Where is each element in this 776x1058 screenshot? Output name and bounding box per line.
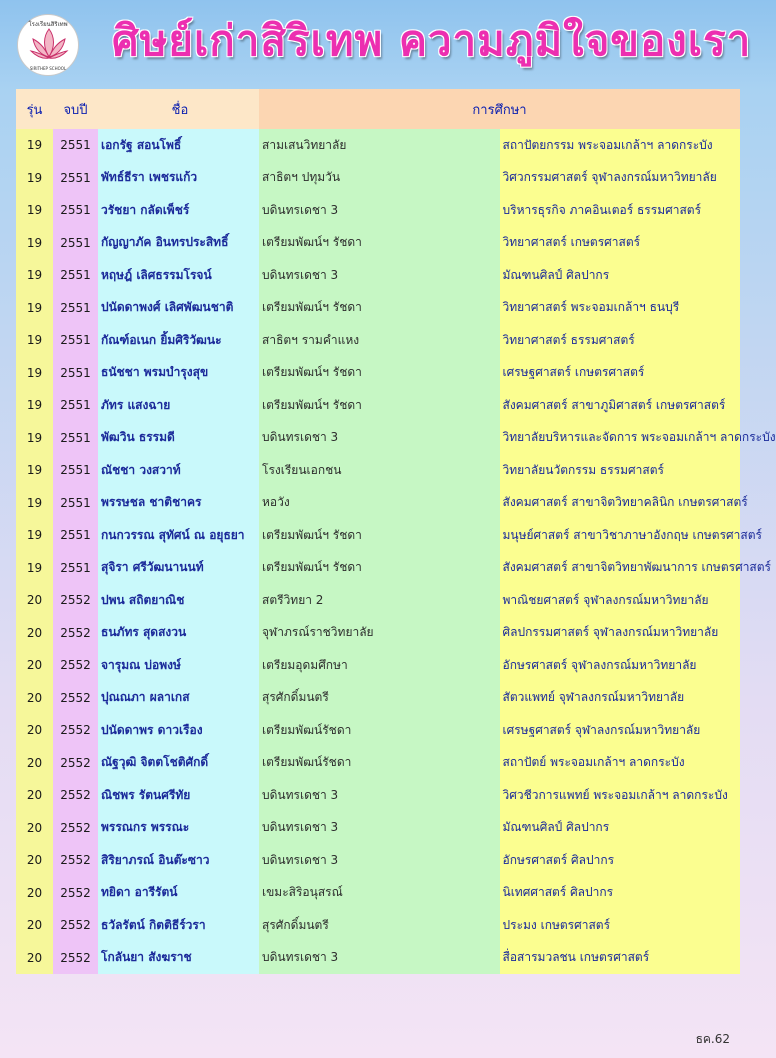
- page-title: ศิษย์เก่าสิริเทพ ความภูมิใจของเรา: [112, 16, 752, 65]
- previous-school-cell: บดินทรเดชา 3: [259, 779, 500, 812]
- previous-school-cell: บดินทรเดชา 3: [259, 812, 500, 845]
- education-cell: มนุษย์ศาสตร์ สาขาวิชาภาษาอังกฤษ เกษตรศาสตร์: [500, 519, 741, 552]
- table-row: [16, 162, 740, 195]
- lotus-icon: [29, 27, 69, 65]
- table-row: [16, 454, 740, 487]
- previous-school-cell: สามเสนวิทยาลัย: [259, 129, 500, 162]
- education-cell: สถาปัตยกรรม พระจอมเกล้าฯ ลาดกระบัง: [500, 129, 741, 162]
- generation-cell: 20: [16, 812, 53, 845]
- table-row: [16, 747, 740, 780]
- table-row: [16, 292, 740, 325]
- alumni-table: [16, 89, 776, 974]
- graduation-year-cell: 2552: [53, 812, 98, 845]
- table-row: [16, 129, 740, 162]
- previous-school-cell: สาธิตฯ รามคำแหง: [259, 324, 500, 357]
- previous-school-cell: สตรีวิทยา 2: [259, 584, 500, 617]
- previous-school-cell: บดินทรเดชา 3: [259, 194, 500, 227]
- previous-school-cell: เตรียมพัฒน์ฯ รัชดา: [259, 357, 500, 390]
- previous-school-cell: หอวัง: [259, 487, 500, 520]
- school-logo: [17, 14, 79, 76]
- generation-cell: 19: [16, 357, 53, 390]
- education-cell: วิศวชีวการแพทย์ พระจอมเกล้าฯ ลาดกระบัง: [500, 779, 741, 812]
- graduation-year-cell: 2551: [53, 194, 98, 227]
- graduation-year-cell: 2552: [53, 877, 98, 910]
- name-cell: ทยิดา อารีรัตน์: [98, 877, 259, 910]
- generation-cell: 20: [16, 877, 53, 910]
- name-cell: ภัทร แสงฉาย: [98, 389, 259, 422]
- name-cell: ณิชพร รัตนศรีทัย: [98, 779, 259, 812]
- education-cell: สังคมศาสตร์ สาขาจิตวิทยาพัฒนาการ เกษตรศาสตร์: [500, 552, 741, 585]
- generation-cell: 20: [16, 942, 53, 975]
- table-row: [16, 422, 740, 455]
- education-cell: สื่อสารมวลชน เกษตรศาสตร์: [500, 942, 741, 975]
- education-cell: วิทยาศาสตร์ พระจอมเกล้าฯ ธนบุรี: [500, 292, 741, 325]
- table-row: [16, 357, 740, 390]
- education-cell: วิทยาลัยนวัตกรรม ธรรมศาสตร์: [500, 454, 741, 487]
- education-cell: มัณฑนศิลป์ ศิลปากร: [500, 259, 741, 292]
- graduation-year-cell: 2551: [53, 292, 98, 325]
- column-header-name: ชื่อ: [98, 89, 259, 129]
- column-header-generation: รุ่น: [16, 89, 53, 129]
- table-row: [16, 682, 740, 715]
- table-row: [16, 779, 740, 812]
- generation-cell: 19: [16, 389, 53, 422]
- graduation-year-cell: 2551: [53, 519, 98, 552]
- name-cell: กนกวรรณ สุทัศน์ ณ อยุธยา: [98, 519, 259, 552]
- education-cell: บริหารธุรกิจ ภาคอินเตอร์ ธรรมศาสตร์: [500, 194, 741, 227]
- graduation-year-cell: 2551: [53, 487, 98, 520]
- generation-cell: 20: [16, 844, 53, 877]
- table-row: [16, 714, 740, 747]
- generation-cell: 19: [16, 552, 53, 585]
- generation-cell: 19: [16, 324, 53, 357]
- previous-school-cell: สุรศักดิ์มนตรี: [259, 682, 500, 715]
- previous-school-cell: สุรศักดิ์มนตรี: [259, 909, 500, 942]
- name-cell: ปนัดดาพงศ์ เลิศพัฒนชาติ: [98, 292, 259, 325]
- graduation-year-cell: 2552: [53, 844, 98, 877]
- education-cell: วิทยาศาสตร์ ธรรมศาสตร์: [500, 324, 741, 357]
- name-cell: ณัฐวุฒิ จิตตโชติศักดิ์: [98, 747, 259, 780]
- page-code: ธค.62: [695, 1032, 730, 1046]
- name-cell: ปนัดดาพร ดาวเรือง: [98, 714, 259, 747]
- name-cell: จารุมณ บ่อพงษ์: [98, 649, 259, 682]
- education-cell: สังคมศาสตร์ สาขาจิตวิทยาคลินิก เกษตรศาสตร์: [500, 487, 741, 520]
- generation-cell: 19: [16, 129, 53, 162]
- graduation-year-cell: 2551: [53, 422, 98, 455]
- previous-school-cell: เตรียมพัฒน์ฯ รัชดา: [259, 519, 500, 552]
- generation-cell: 19: [16, 454, 53, 487]
- generation-cell: 20: [16, 714, 53, 747]
- generation-cell: 19: [16, 259, 53, 292]
- previous-school-cell: เขมะสิริอนุสรณ์: [259, 877, 500, 910]
- education-cell: เศรษฐศาสตร์ จุฬาลงกรณ์มหาวิทยาลัย: [500, 714, 741, 747]
- graduation-year-cell: 2551: [53, 129, 98, 162]
- table-row: [16, 649, 740, 682]
- previous-school-cell: เตรียมพัฒน์รัชดา: [259, 714, 500, 747]
- name-cell: สุจิรา ศรีวัฒนานนท์: [98, 552, 259, 585]
- name-cell: พัทธ์ธีรา เพชรแก้ว: [98, 162, 259, 195]
- graduation-year-cell: 2552: [53, 779, 98, 812]
- generation-cell: 20: [16, 747, 53, 780]
- previous-school-cell: เตรียมอุดมศึกษา: [259, 649, 500, 682]
- graduation-year-cell: 2552: [53, 714, 98, 747]
- previous-school-cell: เตรียมพัฒน์ฯ รัชดา: [259, 227, 500, 260]
- graduation-year-cell: 2552: [53, 909, 98, 942]
- generation-cell: 19: [16, 227, 53, 260]
- table-row: [16, 877, 740, 910]
- education-cell: เศรษฐศาสตร์ เกษตรศาสตร์: [500, 357, 741, 390]
- table-header-row: [16, 89, 740, 129]
- previous-school-cell: บดินทรเดชา 3: [259, 259, 500, 292]
- graduation-year-cell: 2551: [53, 227, 98, 260]
- generation-cell: 19: [16, 422, 53, 455]
- education-cell: วิศวกรรมศาสตร์ จุฬาลงกรณ์มหาวิทยาลัย: [500, 162, 741, 195]
- name-cell: ธนัชชา พรมบำรุงสุข: [98, 357, 259, 390]
- name-cell: พรรณกร พรรณะ: [98, 812, 259, 845]
- table-row: [16, 617, 740, 650]
- previous-school-cell: บดินทรเดชา 3: [259, 844, 500, 877]
- graduation-year-cell: 2551: [53, 389, 98, 422]
- graduation-year-cell: 2551: [53, 357, 98, 390]
- generation-cell: 20: [16, 779, 53, 812]
- table-row: [16, 909, 740, 942]
- previous-school-cell: บดินทรเดชา 3: [259, 942, 500, 975]
- name-cell: ปุณณภา ผลาเกส: [98, 682, 259, 715]
- column-header-graduation-year: จบปี: [53, 89, 98, 129]
- table-row: [16, 487, 740, 520]
- table-row: [16, 227, 740, 260]
- graduation-year-cell: 2552: [53, 649, 98, 682]
- generation-cell: 19: [16, 519, 53, 552]
- name-cell: ธนภัทร สุดสงวน: [98, 617, 259, 650]
- name-cell: กัณฑ์อเนก ยิ้มศิริวัฒนะ: [98, 324, 259, 357]
- table-row: [16, 812, 740, 845]
- generation-cell: 19: [16, 292, 53, 325]
- generation-cell: 20: [16, 909, 53, 942]
- column-header-education: การศึกษา: [259, 89, 740, 129]
- education-cell: วิทยาลัยบริหารและจัดการ พระจอมเกล้าฯ ลาดกระบัง: [500, 422, 741, 455]
- education-cell: ศิลปกรรมศาสตร์ จุฬาลงกรณ์มหาวิทยาลัย: [500, 617, 741, 650]
- table-row: [16, 389, 740, 422]
- education-cell: สถาปัตย์ พระจอมเกล้าฯ ลาดกระบัง: [500, 747, 741, 780]
- education-cell: สังคมศาสตร์ สาขาภูมิศาสตร์ เกษตรศาสตร์: [500, 389, 741, 422]
- previous-school-cell: โรงเรียนเอกชน: [259, 454, 500, 487]
- table-row: [16, 324, 740, 357]
- graduation-year-cell: 2552: [53, 747, 98, 780]
- table-row: [16, 519, 740, 552]
- name-cell: ณัชชา วงสวาท์: [98, 454, 259, 487]
- education-cell: พาณิชยศาสตร์ จุฬาลงกรณ์มหาวิทยาลัย: [500, 584, 741, 617]
- education-cell: อักษรศาสตร์ ศิลปากร: [500, 844, 741, 877]
- name-cell: ธวัลรัตน์ กิตติธีร์วรา: [98, 909, 259, 942]
- graduation-year-cell: 2552: [53, 942, 98, 975]
- table-row: [16, 942, 740, 975]
- generation-cell: 19: [16, 487, 53, 520]
- table-row: [16, 844, 740, 877]
- name-cell: โกลันยา สังฆราช: [98, 942, 259, 975]
- education-cell: วิทยาศาสตร์ เกษตรศาสตร์: [500, 227, 741, 260]
- previous-school-cell: เตรียมพัฒน์ฯ รัชดา: [259, 552, 500, 585]
- graduation-year-cell: 2552: [53, 617, 98, 650]
- previous-school-cell: เตรียมพัฒน์ฯ รัชดา: [259, 389, 500, 422]
- table-row: [16, 584, 740, 617]
- table-row: [16, 259, 740, 292]
- page-header: [0, 0, 756, 88]
- graduation-year-cell: 2551: [53, 259, 98, 292]
- logo-text-bottom: SIRITHEP SCHOOL: [29, 66, 67, 71]
- name-cell: เอกรัฐ สอนโพธิ์: [98, 129, 259, 162]
- education-cell: อักษรศาสตร์ จุฬาลงกรณ์มหาวิทยาลัย: [500, 649, 741, 682]
- generation-cell: 19: [16, 194, 53, 227]
- graduation-year-cell: 2551: [53, 454, 98, 487]
- education-cell: ประมง เกษตรศาสตร์: [500, 909, 741, 942]
- name-cell: สิริยาภรณ์ อินต๊ะซาว: [98, 844, 259, 877]
- generation-cell: 20: [16, 617, 53, 650]
- graduation-year-cell: 2551: [53, 162, 98, 195]
- graduation-year-cell: 2552: [53, 584, 98, 617]
- previous-school-cell: สาธิตฯ ปทุมวัน: [259, 162, 500, 195]
- previous-school-cell: เตรียมพัฒน์ฯ รัชดา: [259, 292, 500, 325]
- name-cell: วรัชยา กลัดเพ็ชร์: [98, 194, 259, 227]
- name-cell: หฤษฎ์ เลิศธรรมโรจน์: [98, 259, 259, 292]
- education-cell: สัตวแพทย์ จุฬาลงกรณ์มหาวิทยาลัย: [500, 682, 741, 715]
- name-cell: พัฒวิน ธรรมดี: [98, 422, 259, 455]
- previous-school-cell: จุฬาภรณ์ราชวิทยาลัย: [259, 617, 500, 650]
- education-cell: มัณฑนศิลป์ ศิลปากร: [500, 812, 741, 845]
- graduation-year-cell: 2551: [53, 324, 98, 357]
- table-row: [16, 552, 740, 585]
- graduation-year-cell: 2551: [53, 552, 98, 585]
- education-cell: นิเทศศาสตร์ ศิลปากร: [500, 877, 741, 910]
- name-cell: กัญญาภัค อินทรประสิทธิ์: [98, 227, 259, 260]
- name-cell: ปพน สถิตยาณิช: [98, 584, 259, 617]
- logo-text-top: โรงเรียนสิริเทพ: [28, 21, 68, 28]
- table-body: [16, 129, 776, 974]
- previous-school-cell: บดินทรเดชา 3: [259, 422, 500, 455]
- previous-school-cell: เตรียมพัฒน์รัชดา: [259, 747, 500, 780]
- graduation-year-cell: 2552: [53, 682, 98, 715]
- generation-cell: 19: [16, 162, 53, 195]
- generation-cell: 20: [16, 649, 53, 682]
- name-cell: พรรษชล ชาติชาคร: [98, 487, 259, 520]
- generation-cell: 20: [16, 584, 53, 617]
- table-row: [16, 194, 740, 227]
- generation-cell: 20: [16, 682, 53, 715]
